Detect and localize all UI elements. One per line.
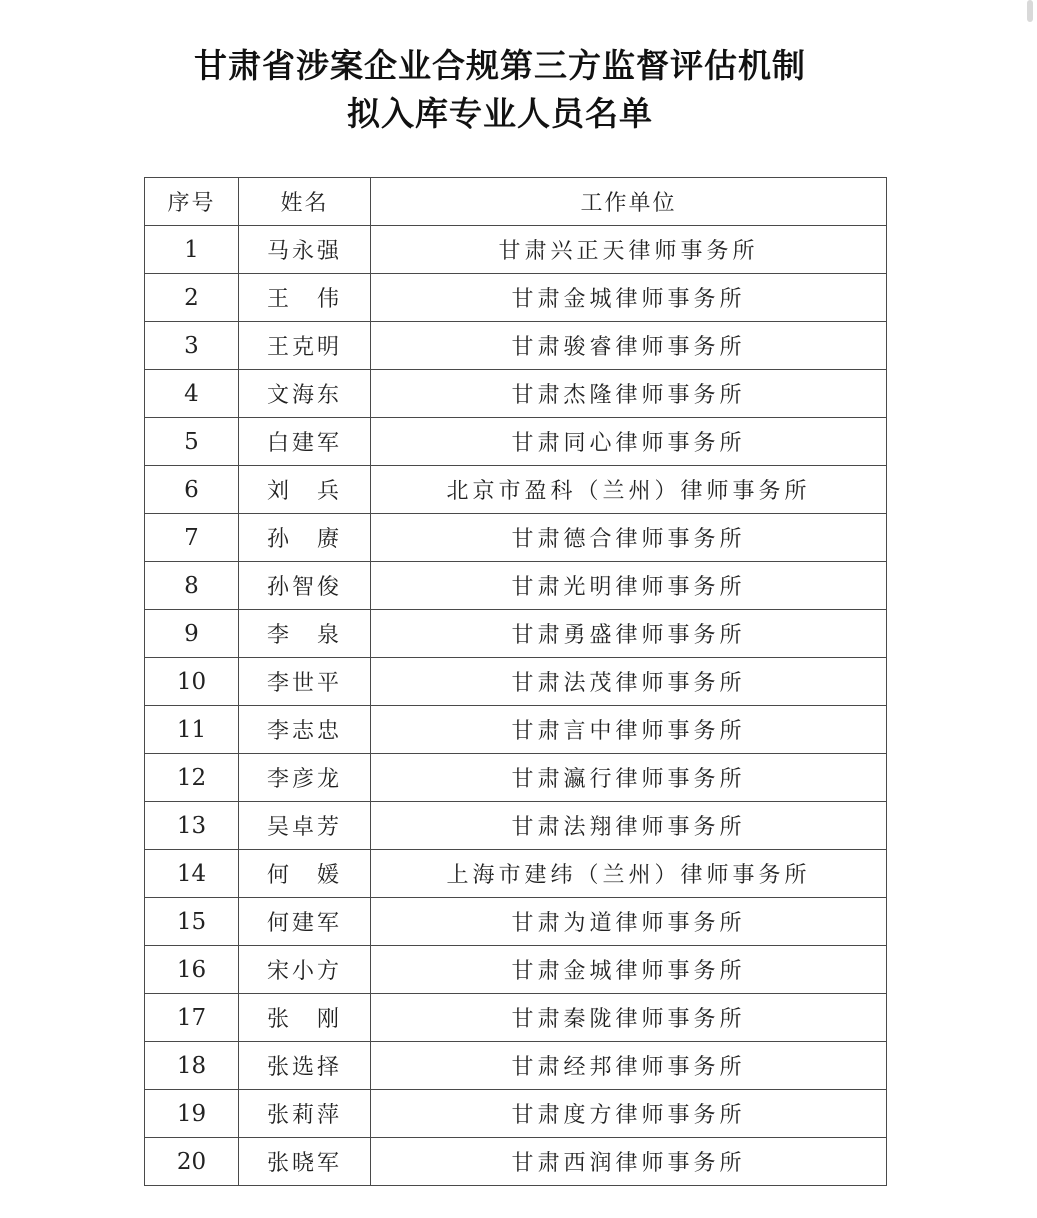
work-unit: 甘肃为道律师事务所 xyxy=(371,898,887,946)
row-number: 6 xyxy=(145,466,239,514)
table-header-row xyxy=(145,178,887,226)
row-number: 19 xyxy=(145,1090,239,1138)
header-serial-number: 序号 xyxy=(145,178,239,226)
work-unit: 甘肃言中律师事务所 xyxy=(371,706,887,754)
header-work-unit: 工作单位 xyxy=(371,178,887,226)
work-unit: 甘肃瀛行律师事务所 xyxy=(371,754,887,802)
person-name: 张 刚 xyxy=(239,994,371,1042)
row-number: 3 xyxy=(145,322,239,370)
table-row xyxy=(145,946,887,994)
header-name: 姓名 xyxy=(239,178,371,226)
work-unit: 甘肃经邦律师事务所 xyxy=(371,1042,887,1090)
table-row xyxy=(145,322,887,370)
table-row xyxy=(145,706,887,754)
table-row xyxy=(145,754,887,802)
person-name: 张晓军 xyxy=(239,1138,371,1186)
row-number: 13 xyxy=(145,802,239,850)
person-name: 刘 兵 xyxy=(239,466,371,514)
work-unit: 甘肃金城律师事务所 xyxy=(371,274,887,322)
document-title-line-2: 拟入库专业人员名单 xyxy=(347,94,653,133)
table-row xyxy=(145,370,887,418)
row-number: 16 xyxy=(145,946,239,994)
scroll-indicator[interactable] xyxy=(1027,0,1033,22)
person-name: 吴卓芳 xyxy=(239,802,371,850)
table-row xyxy=(145,658,887,706)
work-unit: 甘肃法翔律师事务所 xyxy=(371,802,887,850)
person-name: 宋小方 xyxy=(239,946,371,994)
work-unit: 甘肃德合律师事务所 xyxy=(371,514,887,562)
row-number: 12 xyxy=(145,754,239,802)
person-name: 文海东 xyxy=(239,370,371,418)
work-unit: 甘肃同心律师事务所 xyxy=(371,418,887,466)
work-unit: 上海市建纬（兰州）律师事务所 xyxy=(371,850,887,898)
person-name: 王 伟 xyxy=(239,274,371,322)
work-unit: 甘肃度方律师事务所 xyxy=(371,1090,887,1138)
row-number: 8 xyxy=(145,562,239,610)
row-number: 20 xyxy=(145,1138,239,1186)
person-name: 白建军 xyxy=(239,418,371,466)
row-number: 2 xyxy=(145,274,239,322)
row-number: 14 xyxy=(145,850,239,898)
work-unit: 甘肃杰隆律师事务所 xyxy=(371,370,887,418)
table-row xyxy=(145,994,887,1042)
row-number: 18 xyxy=(145,1042,239,1090)
table-row xyxy=(145,562,887,610)
row-number: 1 xyxy=(145,226,239,274)
table-row xyxy=(145,1042,887,1090)
work-unit: 甘肃骏睿律师事务所 xyxy=(371,322,887,370)
document-title-line-1: 甘肃省涉案企业合规第三方监督评估机制 xyxy=(194,46,806,85)
work-unit: 甘肃法茂律师事务所 xyxy=(371,658,887,706)
work-unit: 甘肃兴正天律师事务所 xyxy=(371,226,887,274)
work-unit: 甘肃勇盛律师事务所 xyxy=(371,610,887,658)
person-name: 王克明 xyxy=(239,322,371,370)
work-unit: 北京市盈科（兰州）律师事务所 xyxy=(371,466,887,514)
table-row xyxy=(145,898,887,946)
work-unit: 甘肃金城律师事务所 xyxy=(371,946,887,994)
table-row xyxy=(145,226,887,274)
person-name: 李世平 xyxy=(239,658,371,706)
row-number: 4 xyxy=(145,370,239,418)
person-name: 李 泉 xyxy=(239,610,371,658)
table-row xyxy=(145,850,887,898)
work-unit: 甘肃西润律师事务所 xyxy=(371,1138,887,1186)
table-row xyxy=(145,1138,887,1186)
person-name: 马永强 xyxy=(239,226,371,274)
person-name: 何建军 xyxy=(239,898,371,946)
row-number: 11 xyxy=(145,706,239,754)
row-number: 15 xyxy=(145,898,239,946)
person-name: 孙 赓 xyxy=(239,514,371,562)
row-number: 17 xyxy=(145,994,239,1042)
person-name: 李志忠 xyxy=(239,706,371,754)
table-row xyxy=(145,1090,887,1138)
row-number: 10 xyxy=(145,658,239,706)
table-row xyxy=(145,274,887,322)
row-number: 9 xyxy=(145,610,239,658)
person-name: 张莉萍 xyxy=(239,1090,371,1138)
work-unit: 甘肃光明律师事务所 xyxy=(371,562,887,610)
person-name: 孙智俊 xyxy=(239,562,371,610)
table-row xyxy=(145,802,887,850)
person-name: 张选择 xyxy=(239,1042,371,1090)
person-name: 李彦龙 xyxy=(239,754,371,802)
person-name: 何 媛 xyxy=(239,850,371,898)
table-row xyxy=(145,610,887,658)
row-number: 5 xyxy=(145,418,239,466)
row-number: 7 xyxy=(145,514,239,562)
personnel-table xyxy=(144,177,887,1186)
table-row xyxy=(145,418,887,466)
table-row xyxy=(145,514,887,562)
table-row xyxy=(145,466,887,514)
work-unit: 甘肃秦陇律师事务所 xyxy=(371,994,887,1042)
